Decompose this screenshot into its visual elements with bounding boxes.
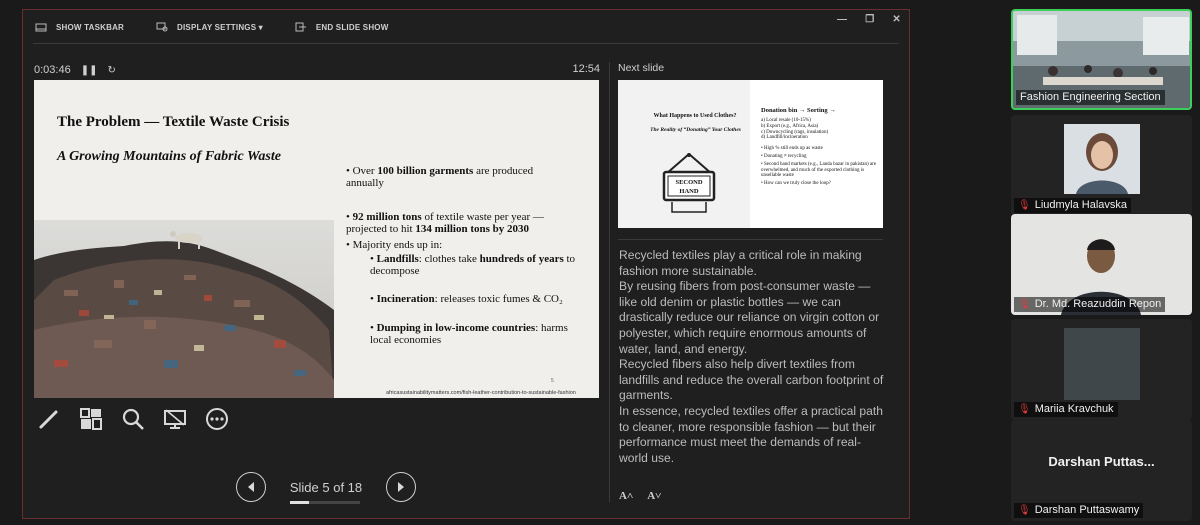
slide-page-number: 5 bbox=[551, 378, 554, 384]
chevron-right-icon bbox=[396, 481, 406, 493]
sub-bullet-dumping: • Dumping in low-income countries: harms local economies bbox=[370, 322, 568, 346]
slide-progress-fill bbox=[290, 501, 310, 504]
notes-divider bbox=[618, 239, 883, 240]
show-taskbar-button[interactable] bbox=[35, 22, 124, 32]
participant-name: 🎙︎ Dr. Md. Reazuddin Repon bbox=[1014, 297, 1165, 312]
participant-tile-fashion-engineering[interactable] bbox=[1011, 9, 1192, 110]
next-slide-heading: Donation bin → Sorting → bbox=[761, 107, 836, 114]
display-settings-label: DISPLAY SETTINGS ▾ bbox=[177, 22, 263, 32]
show-taskbar-label: SHOW TASKBAR bbox=[56, 22, 125, 32]
participant-name: 🎙︎ Darshan Puttaswamy bbox=[1014, 503, 1143, 518]
notes-paragraph: Recycled fibers also help divert textiles from landfills and reduce the overall carbon footprint of garments. bbox=[619, 357, 884, 403]
end-slide-show-label: END SLIDE SHOW bbox=[315, 22, 389, 32]
sub-bullet-landfills: • Landfills: clothes take hundreds of years to decompose bbox=[370, 253, 576, 277]
presenter-tools bbox=[36, 406, 230, 432]
bullet-textile-waste: • 92 million tons of textile waste per year — projected to hit 134 million tons by 2030 bbox=[346, 211, 544, 235]
bullet-garments: • Over 100 billion garments are produced annually bbox=[346, 165, 534, 189]
close-icon[interactable]: ✕ bbox=[892, 14, 901, 25]
decrease-font-button[interactable]: A˅ bbox=[647, 490, 662, 502]
zoom-icon[interactable] bbox=[120, 406, 146, 432]
clock: 12:54 bbox=[572, 63, 600, 75]
restore-icon[interactable]: ❐ bbox=[865, 14, 875, 25]
participant-tile-liudmyla[interactable] bbox=[1011, 115, 1192, 216]
slide-source-link: africasustainabilitymatters.com/fish-leather-contribution-to-sustainable-fashion bbox=[386, 390, 576, 396]
participant-name: Fashion Engineering Section bbox=[1016, 90, 1165, 105]
sub-bullet-incineration: • Incineration: releases toxic fumes & CO₂ bbox=[370, 293, 563, 305]
slide-counter bbox=[290, 480, 362, 495]
slide-title: The Problem — Textile Waste Crisis bbox=[57, 114, 290, 130]
next-slide-item: • Donating ≠ recycling bbox=[761, 153, 807, 159]
mic-muted-icon: 🎙︎ bbox=[1018, 299, 1031, 310]
participant-tile-darshan[interactable] bbox=[1011, 420, 1192, 521]
next-slide-preview[interactable] bbox=[618, 80, 883, 228]
next-slide-item: a) Local resale (10-15%) bbox=[761, 118, 811, 123]
notes-font-controls bbox=[619, 490, 661, 502]
current-slide bbox=[34, 80, 599, 398]
pause-icon[interactable]: ❚❚ bbox=[80, 64, 98, 76]
chevron-left-icon bbox=[246, 481, 256, 493]
slide-subtitle: A Growing Mountains of Fabric Waste bbox=[57, 149, 281, 164]
presenter-view-window bbox=[22, 9, 910, 519]
notes-paragraph: Recycled textiles play a critical role in making fashion more sustainable. bbox=[619, 248, 862, 278]
notes-paragraph: By reusing fibers from post-consumer waste — like old denim or plastic bottles — we can drastically reduce our reliance on virgin cotton or polyester, which require enormous amounts of water, land, and energy. bbox=[619, 279, 880, 356]
next-slide-subtitle: The Reality of “Donating” Your Clothes bbox=[650, 127, 741, 133]
slide-progress-bar bbox=[290, 501, 360, 504]
mic-muted-icon: 🎙︎ bbox=[1018, 505, 1031, 516]
participant-photo bbox=[1064, 124, 1140, 194]
minimize-icon[interactable]: — bbox=[837, 14, 848, 25]
restart-timer-icon[interactable]: ↻ bbox=[107, 64, 116, 76]
participant-name: 🎙︎ Mariia Kravchuk bbox=[1014, 402, 1118, 417]
next-slide-item: d) Landfill/incineration bbox=[761, 135, 808, 141]
notes-paragraph: In essence, recycled textiles offer a practical path to cleaner, more responsible fashion — but their performance must meet the demands of real-world use. bbox=[619, 403, 883, 465]
end-slide-show-icon bbox=[295, 22, 307, 32]
display-settings-button[interactable] bbox=[156, 22, 263, 32]
sign-line-1: SECOND bbox=[675, 179, 703, 186]
sign-line-2: HAND bbox=[679, 188, 699, 195]
speaker-notes[interactable] bbox=[619, 248, 884, 466]
taskbar-icon bbox=[35, 22, 47, 32]
elapsed-timer: 0:03:46 bbox=[34, 64, 71, 76]
slide-navigation bbox=[236, 470, 416, 504]
next-slide-label: Next slide bbox=[618, 62, 665, 74]
next-slide-item: • Second hand markets (e.g., Landa bazar in pakistan) are overwhelmed, and much of the exported clothing is unsellable waste bbox=[761, 161, 877, 179]
pen-icon[interactable] bbox=[36, 406, 62, 432]
next-slide-item: • How can we truly close the loop? bbox=[761, 181, 831, 187]
participant-avatar bbox=[1064, 328, 1140, 400]
next-slide-item: • High % still ends up as waste bbox=[761, 146, 823, 152]
window-controls bbox=[837, 14, 901, 25]
next-slide-item: c) Downcycling (rags, insulation) bbox=[761, 129, 829, 135]
next-slide-item: b) Export (e.g., Africa, Asia) bbox=[761, 123, 819, 129]
participant-name: 🎙︎ Liudmyla Halavska bbox=[1014, 198, 1131, 213]
bullet-majority: • Majority ends up in: bbox=[346, 239, 443, 251]
next-slide-button[interactable] bbox=[386, 472, 416, 502]
increase-font-button[interactable]: A˄ bbox=[619, 490, 634, 502]
see-all-slides-icon[interactable] bbox=[78, 406, 104, 432]
display-settings-icon bbox=[156, 22, 168, 32]
previous-slide-button[interactable] bbox=[236, 472, 266, 502]
mic-muted-icon: 🎙︎ bbox=[1018, 404, 1031, 415]
mic-muted-icon: 🎙︎ bbox=[1018, 200, 1031, 211]
pane-divider bbox=[609, 62, 610, 502]
presenter-toolbar bbox=[23, 10, 909, 44]
participant-display-name: Darshan Puttas... bbox=[1048, 454, 1155, 469]
second-hand-sign-icon bbox=[658, 152, 720, 218]
black-screen-icon[interactable] bbox=[162, 406, 188, 432]
timer-row bbox=[34, 63, 600, 77]
slide-counter-text: Slide 5 of 18 bbox=[289, 479, 363, 495]
toolbar-divider bbox=[33, 43, 899, 44]
next-slide-list bbox=[761, 118, 881, 187]
end-slide-show-button[interactable] bbox=[295, 22, 389, 32]
next-slide-title: What Happens to Used Clothes? bbox=[653, 113, 737, 119]
participant-tile-mariia[interactable] bbox=[1011, 319, 1192, 420]
more-options-icon[interactable] bbox=[204, 406, 230, 432]
textile-waste-photo bbox=[34, 220, 334, 398]
participant-tile-reazuddin[interactable] bbox=[1011, 214, 1192, 315]
